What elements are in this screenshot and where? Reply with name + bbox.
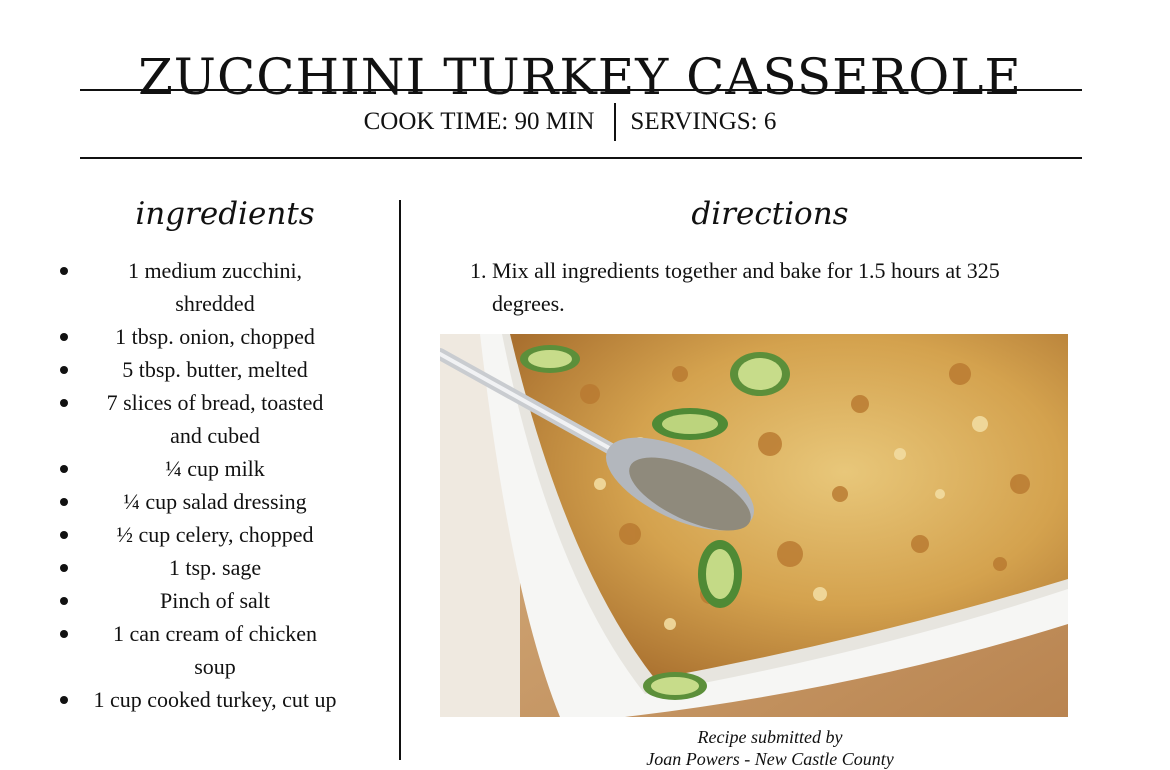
- list-item: [60, 254, 360, 320]
- list-item: [60, 617, 360, 683]
- directions-heading: directions: [691, 196, 849, 232]
- meta-separator: [614, 103, 616, 141]
- ingredient-text: 1 can cream of chicken soup: [113, 621, 317, 679]
- ingredient-text: ½ cup celery, chopped: [116, 522, 314, 547]
- bullet-icon: [60, 399, 68, 407]
- ingredient-text: Pinch of salt: [160, 588, 270, 613]
- servings: SERVINGS: 6: [630, 108, 777, 135]
- ingredient-text: ¼ cup salad dressing: [123, 489, 307, 514]
- bottom-divider: [80, 157, 1082, 159]
- list-item: [60, 485, 360, 518]
- bullet-icon: [60, 531, 68, 539]
- recipe-title: ZUCCHINI TURKEY CASSEROLE: [138, 47, 1022, 106]
- casserole-photo: [440, 334, 1068, 717]
- ingredient-text: 5 tbsp. butter, melted: [122, 357, 308, 382]
- bullet-icon: [60, 267, 68, 275]
- list-item: [60, 518, 360, 551]
- bullet-icon: [60, 564, 68, 572]
- recipe-credit: [470, 726, 1070, 770]
- bullet-icon: [60, 333, 68, 341]
- ingredients-list: [60, 254, 360, 716]
- ingredient-text: 1 tbsp. onion, chopped: [115, 324, 315, 349]
- list-item: [60, 353, 360, 386]
- list-item: [60, 551, 360, 584]
- recipe-meta: [0, 103, 1140, 141]
- credit-line-1: Recipe submitted by: [697, 727, 843, 747]
- casserole-illustration: [440, 334, 1068, 717]
- bullet-icon: [60, 366, 68, 374]
- top-divider: [80, 89, 1082, 91]
- bullet-icon: [60, 696, 68, 704]
- credit-line-2: Joan Powers - New Castle County: [646, 749, 894, 769]
- list-item: [60, 320, 360, 353]
- list-item: [60, 452, 360, 485]
- ingredient-text: ¼ cup milk: [165, 456, 265, 481]
- step-text: Mix all ingredients together and bake for 1.5 hours at 325 degrees.: [492, 258, 1000, 316]
- bullet-icon: [60, 630, 68, 638]
- ingredient-text: 7 slices of bread, toasted and cubed: [106, 390, 324, 448]
- step-number: 1.: [470, 258, 487, 283]
- direction-step: [470, 254, 1070, 320]
- ingredient-text: 1 cup cooked turkey, cut up: [93, 687, 337, 712]
- list-item: [60, 386, 360, 452]
- cook-time: COOK TIME: 90 MIN: [363, 108, 595, 135]
- bullet-icon: [60, 465, 68, 473]
- ingredients-heading: ingredients: [135, 196, 315, 232]
- bullet-icon: [60, 597, 68, 605]
- column-divider: [399, 200, 401, 760]
- directions-list: [470, 254, 1070, 320]
- bullet-icon: [60, 498, 68, 506]
- list-item: [60, 683, 360, 716]
- ingredient-text: 1 tsp. sage: [168, 555, 262, 580]
- ingredient-text: 1 medium zucchini, shredded: [127, 258, 303, 316]
- list-item: [60, 584, 360, 617]
